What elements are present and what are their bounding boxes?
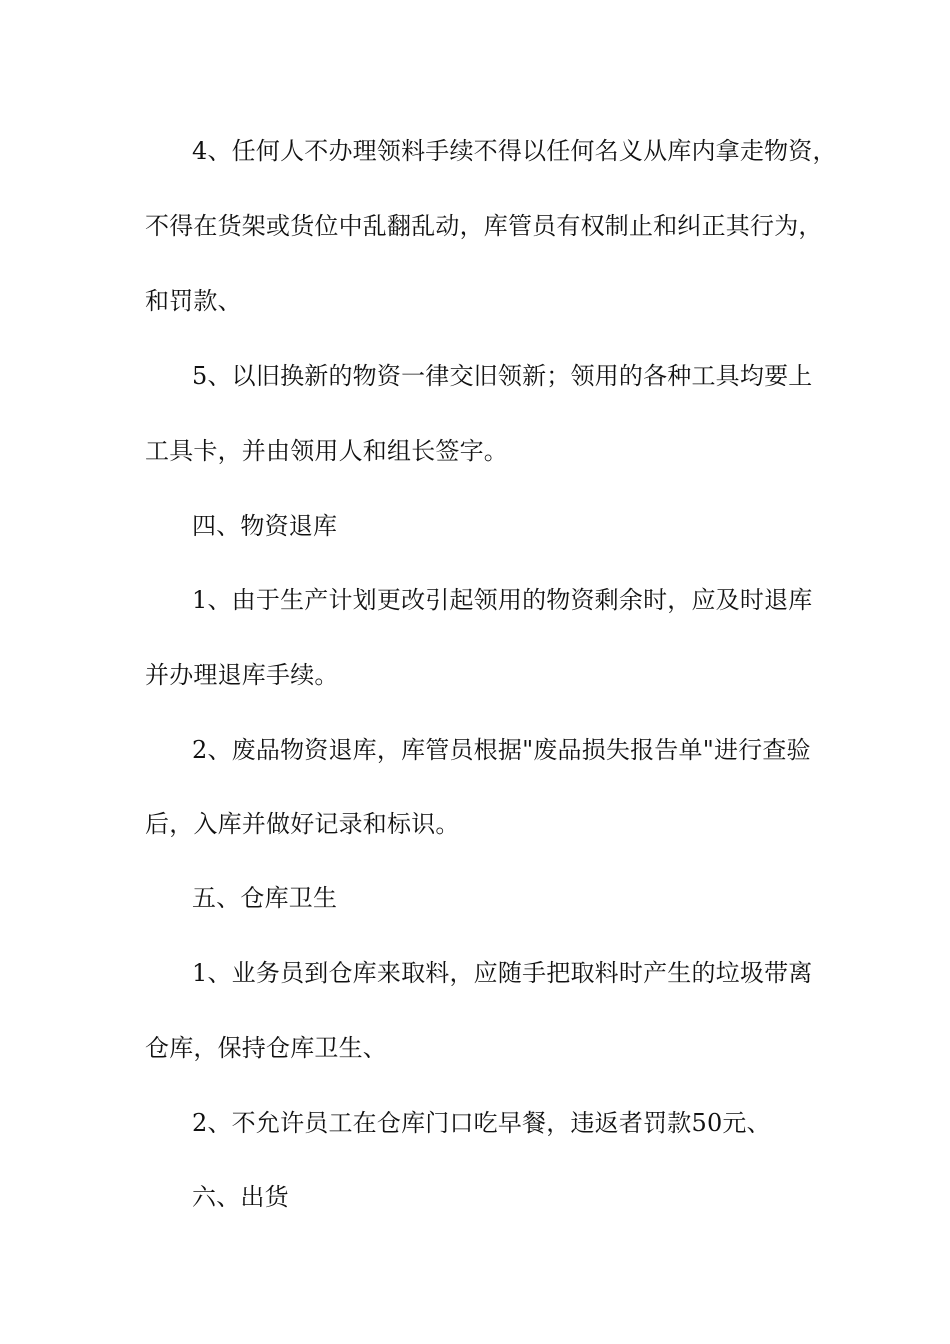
paragraph-line: 4、任何人不办理领料手续不得以任何名义从库内拿走物资，: [192, 137, 837, 165]
paragraph-line: 2、不允许员工在仓库门口吃早餐，违返者罚款50元、: [192, 1109, 771, 1137]
paragraph-line: 1、业务员到仓库来取料，应随手把取料时产生的垃圾带离: [192, 959, 813, 987]
paragraph-line: 2、废品物资退库，库管员根据"废品损失报告单"进行查验: [192, 736, 811, 764]
paragraph-line: 5、以旧换新的物资一律交旧领新；领用的各种工具均要上: [192, 362, 813, 390]
paragraph-line: 工具卡，并由领用人和组长签字。: [145, 437, 508, 465]
paragraph-line: 后，入库并做好记录和标识。: [145, 810, 460, 838]
section-heading: 四、物资退库: [192, 512, 338, 540]
paragraph-line: 1、由于生产计划更改引起领用的物资剩余时，应及时退库: [192, 586, 813, 614]
paragraph-line: 并办理退库手续。: [145, 661, 339, 689]
section-heading: 六、出货: [192, 1183, 289, 1211]
paragraph-line: 仓库，保持仓库卫生、: [145, 1034, 387, 1062]
paragraph-line: 和罚款、: [145, 287, 242, 315]
section-heading: 五、仓库卫生: [192, 884, 338, 912]
paragraph-line: 不得在货架或货位中乱翻乱动，库管员有权制止和纠正其行为，: [145, 212, 823, 240]
